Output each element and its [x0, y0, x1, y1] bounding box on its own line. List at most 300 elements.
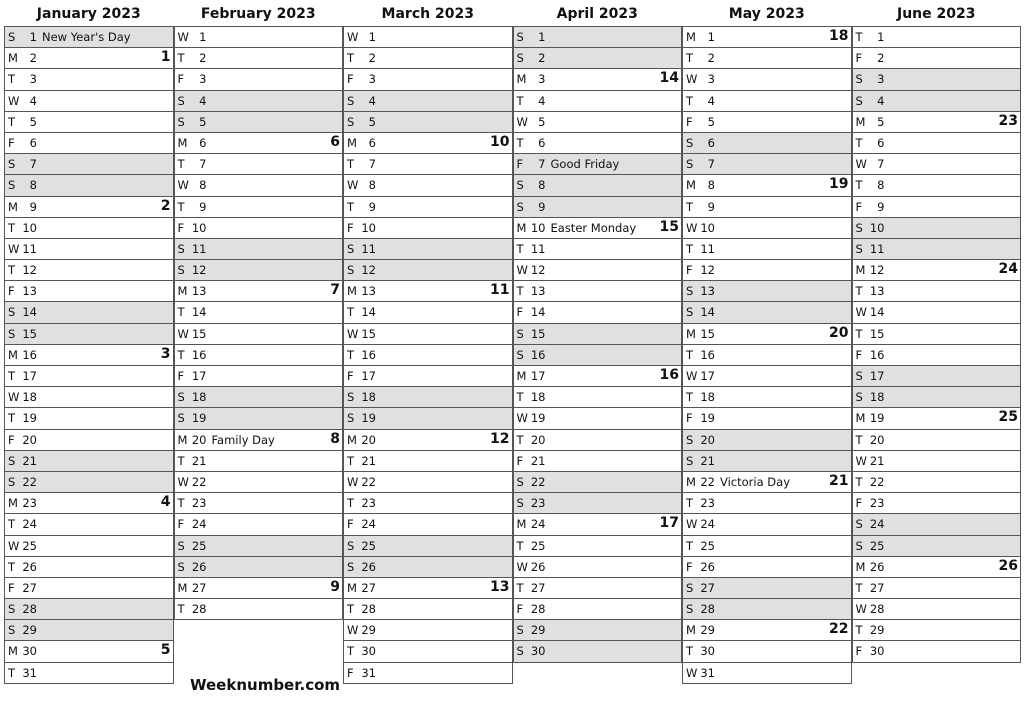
weekend-shading: [209, 557, 343, 577]
day-number: 5: [538, 114, 546, 129]
day-row: [344, 641, 512, 662]
weekend-shading: [717, 154, 851, 174]
day-row: [853, 48, 1021, 69]
weekday-letter: T: [516, 93, 524, 108]
weekday-letter: T: [8, 263, 16, 278]
weekend-shading: [887, 239, 1021, 259]
day-number: 11: [530, 241, 546, 256]
weekend-shading: [378, 112, 512, 132]
day-row: [853, 641, 1021, 662]
day-number: 1: [29, 30, 37, 44]
day-number: 24: [530, 517, 546, 532]
day-row: [514, 620, 682, 641]
day-row: [344, 91, 512, 112]
week-number: 5: [160, 642, 171, 659]
weekday-letter: T: [855, 284, 863, 299]
day-number: 23: [22, 496, 37, 511]
day-number: 11: [361, 241, 376, 256]
day-row: [344, 175, 512, 196]
weekday-letter: W: [686, 517, 698, 532]
day-number: 23: [700, 496, 715, 511]
day-row: [5, 260, 173, 281]
day-number: 22: [700, 474, 715, 489]
week-number: 15: [659, 218, 679, 235]
weekday-letter: W: [8, 390, 20, 405]
day-number: 4: [538, 93, 546, 108]
day-row: [175, 260, 343, 281]
day-number: 13: [700, 284, 715, 299]
day-row: [683, 112, 851, 133]
day-number: 1: [538, 30, 546, 44]
weekday-letter: S: [516, 644, 524, 659]
weekday-letter: T: [347, 199, 355, 214]
day-number: 24: [869, 517, 885, 532]
day-number: 7: [199, 157, 207, 172]
day-number: 6: [877, 135, 885, 150]
weekday-letter: T: [177, 347, 185, 362]
day-row: [344, 218, 512, 239]
weekday-letter: F: [177, 369, 185, 383]
day-number: 10: [869, 220, 885, 235]
day-number: 2: [199, 51, 207, 66]
weekday-letter: T: [855, 178, 863, 193]
day-number: 12: [869, 263, 885, 278]
week-number: 10: [490, 133, 510, 150]
day-row: [853, 27, 1021, 48]
weekday-letter: T: [347, 51, 355, 66]
week-number: 13: [490, 578, 510, 595]
day-number: 6: [707, 135, 715, 150]
weekday-letter: W: [177, 30, 189, 44]
day-number: 4: [707, 93, 715, 108]
day-row: [344, 27, 512, 48]
weekday-letter: T: [855, 474, 863, 489]
month-column: [174, 0, 344, 620]
weekday-letter: T: [686, 644, 694, 659]
weekday-letter: W: [516, 559, 528, 574]
day-row: [683, 663, 851, 684]
day-row: [344, 387, 512, 408]
day-row: [344, 557, 512, 578]
day-number: 13: [22, 284, 37, 299]
week-number: 4: [160, 494, 171, 511]
weekday-letter: S: [855, 390, 863, 405]
day-row: [344, 620, 512, 641]
day-row: [514, 408, 682, 429]
day-number: 8: [368, 178, 376, 193]
day-number: 7: [368, 157, 376, 172]
day-row: [344, 578, 512, 599]
day-number: 20: [361, 432, 376, 447]
day-row: [514, 366, 682, 387]
day-number: 2: [368, 51, 376, 66]
weekend-shading: [548, 48, 682, 68]
weekend-shading: [39, 302, 173, 322]
week-number: 19: [829, 176, 849, 193]
day-row: [175, 218, 343, 239]
weekday-letter: F: [8, 284, 15, 299]
day-row: [683, 620, 851, 641]
day-number: 11: [700, 241, 715, 256]
day-list: [4, 26, 174, 684]
day-number: 30: [530, 644, 546, 659]
day-row: [514, 324, 682, 345]
day-row: [344, 599, 512, 620]
day-row: [683, 536, 851, 557]
weekday-letter: T: [855, 623, 863, 638]
day-row: [175, 578, 343, 599]
day-number: 27: [361, 580, 376, 595]
day-row: [5, 91, 173, 112]
weekday-letter: F: [686, 411, 693, 426]
day-row: [853, 578, 1021, 599]
weekday-letter: M: [686, 178, 696, 193]
day-row: [175, 493, 343, 514]
day-row: [683, 557, 851, 578]
month-title: June 2023: [897, 6, 976, 22]
day-list: [513, 26, 683, 663]
weekday-letter: S: [8, 602, 16, 617]
weekend-shading: [717, 451, 851, 471]
day-row: [175, 239, 343, 260]
weekday-letter: S: [516, 178, 524, 193]
weekday-letter: M: [516, 369, 527, 383]
weekday-letter: S: [516, 496, 524, 511]
weekend-shading: [209, 387, 343, 407]
week-number: 23: [998, 112, 1018, 129]
weekday-letter: W: [177, 178, 189, 193]
day-number: 17: [869, 369, 885, 383]
day-number: 3: [538, 72, 546, 87]
holiday-label: Family Day: [211, 432, 275, 447]
weekday-letter: T: [347, 347, 355, 362]
day-number: 15: [530, 326, 546, 341]
day-number: 9: [538, 199, 546, 214]
weekday-letter: S: [177, 411, 185, 426]
day-row: [175, 197, 343, 218]
footer-brand: Weeknumber.com: [190, 676, 341, 694]
day-number: 21: [361, 453, 376, 468]
week-number: 20: [829, 324, 849, 341]
weekday-letter: S: [347, 538, 355, 553]
day-row: [175, 91, 343, 112]
day-row: [344, 430, 512, 451]
weekend-shading: [378, 260, 512, 280]
day-number: 5: [877, 114, 885, 129]
weekday-letter: W: [855, 157, 867, 172]
weekday-letter: M: [686, 326, 696, 341]
day-number: 2: [707, 51, 715, 66]
day-row: [853, 302, 1021, 323]
weekday-letter: M: [516, 72, 527, 87]
day-number: 23: [530, 496, 546, 511]
day-number: 22: [191, 474, 207, 489]
day-number: 5: [29, 114, 37, 129]
weekday-letter: T: [855, 135, 863, 150]
day-number: 28: [22, 602, 37, 617]
day-number: 11: [869, 241, 885, 256]
day-number: 30: [869, 644, 885, 659]
weekend-shading: [548, 472, 682, 492]
day-number: 12: [361, 263, 376, 278]
weekday-letter: M: [855, 559, 866, 574]
weekday-letter: S: [855, 93, 863, 108]
day-row: [514, 557, 682, 578]
day-row: [5, 472, 173, 493]
day-number: 18: [22, 390, 37, 405]
weekday-letter: W: [516, 114, 528, 129]
day-number: 24: [22, 517, 37, 532]
weekday-letter: W: [686, 72, 698, 87]
day-number: 13: [869, 284, 885, 299]
weekday-letter: T: [347, 644, 355, 659]
weekday-letter: S: [855, 72, 863, 87]
weekday-letter: T: [8, 411, 16, 426]
day-row: [853, 133, 1021, 154]
weekday-letter: F: [516, 305, 524, 320]
day-row: [683, 641, 851, 662]
day-number: 4: [29, 93, 37, 108]
day-row: [683, 493, 851, 514]
day-number: 27: [700, 580, 715, 595]
weekday-letter: M: [8, 347, 18, 362]
day-row: [5, 578, 173, 599]
weekday-letter: M: [8, 496, 18, 511]
day-number: 7: [538, 157, 546, 172]
weekday-letter: M: [177, 284, 188, 299]
day-row: [853, 345, 1021, 366]
weekday-letter: S: [516, 326, 524, 341]
day-number: 28: [191, 602, 207, 617]
day-list: [852, 26, 1022, 663]
day-row: [514, 514, 682, 535]
weekday-letter: T: [8, 72, 16, 87]
weekend-shading: [209, 536, 343, 556]
weekday-letter: F: [686, 114, 693, 129]
day-number: 12: [530, 263, 546, 278]
day-number: 15: [191, 326, 207, 341]
week-number: 1: [160, 49, 171, 66]
weekday-letter: T: [686, 538, 694, 553]
day-number: 22: [869, 474, 885, 489]
day-row: [5, 599, 173, 620]
day-row: [175, 366, 343, 387]
weekend-shading: [209, 260, 343, 280]
day-row: [683, 239, 851, 260]
weekend-shading: [887, 514, 1021, 534]
day-row: [344, 345, 512, 366]
weekend-shading: [548, 620, 682, 640]
weekday-letter: T: [177, 453, 185, 468]
day-row: [683, 599, 851, 620]
weekday-letter: T: [347, 496, 355, 511]
day-number: 8: [877, 178, 885, 193]
weekday-letter: T: [516, 284, 524, 299]
day-row: [853, 514, 1021, 535]
day-number: 19: [869, 411, 885, 426]
weekday-letter: W: [177, 474, 189, 489]
weekday-letter: T: [516, 580, 524, 595]
day-number: 29: [530, 623, 546, 638]
weekday-letter: T: [686, 241, 694, 256]
week-number: 6: [330, 133, 340, 150]
weekday-letter: S: [516, 347, 524, 362]
day-number: 25: [869, 538, 885, 553]
day-row: [175, 557, 343, 578]
day-row: [344, 514, 512, 535]
weekday-letter: M: [347, 135, 357, 150]
weekday-letter: T: [516, 241, 524, 256]
day-number: 27: [530, 580, 546, 595]
day-number: 21: [22, 453, 37, 468]
day-row: [853, 620, 1021, 641]
day-row: [514, 281, 682, 302]
day-row: [175, 281, 343, 302]
weekend-shading: [378, 387, 512, 407]
day-row: [175, 69, 343, 90]
day-number: 8: [707, 178, 715, 193]
weekday-letter: S: [8, 453, 16, 468]
day-number: 14: [700, 305, 715, 320]
weekday-letter: S: [855, 517, 863, 532]
day-row: [853, 493, 1021, 514]
day-row: [175, 345, 343, 366]
day-row: [175, 175, 343, 196]
day-row: [853, 91, 1021, 112]
day-row: [344, 366, 512, 387]
day-number: 16: [191, 347, 207, 362]
day-number: 15: [869, 326, 885, 341]
day-number: 14: [191, 305, 207, 320]
day-row: [5, 663, 173, 684]
day-row: [5, 514, 173, 535]
day-number: 26: [361, 559, 376, 574]
day-number: 27: [22, 580, 37, 595]
month-title: February 2023: [200, 6, 316, 22]
day-row: [175, 324, 343, 345]
day-number: 18: [869, 390, 885, 405]
day-row: [514, 27, 682, 48]
day-row: [514, 599, 682, 620]
day-row: [514, 239, 682, 260]
weekend-shading: [548, 175, 682, 195]
weekday-letter: S: [686, 135, 694, 150]
day-row: [344, 197, 512, 218]
day-row: [514, 175, 682, 196]
month-column: [852, 0, 1022, 663]
day-number: 20: [530, 432, 546, 447]
weekday-letter: M: [855, 263, 866, 278]
weekday-letter: T: [855, 432, 863, 447]
day-row: [344, 663, 512, 684]
day-number: 23: [191, 496, 207, 511]
week-number: 16: [659, 367, 679, 383]
weekend-shading: [378, 536, 512, 556]
weekday-letter: S: [347, 263, 355, 278]
day-number: 9: [29, 199, 37, 214]
day-row: [853, 557, 1021, 578]
day-row: [514, 260, 682, 281]
day-number: 5: [199, 114, 207, 129]
month-column: [343, 0, 513, 684]
weekday-letter: T: [347, 602, 355, 617]
day-number: 5: [707, 114, 715, 129]
weekday-letter: S: [8, 326, 16, 341]
weekday-letter: W: [347, 30, 359, 44]
weekday-letter: T: [855, 326, 863, 341]
day-number: 17: [191, 369, 207, 383]
day-row: [853, 112, 1021, 133]
weekday-letter: W: [855, 305, 867, 320]
weekday-letter: F: [516, 453, 524, 468]
weekend-shading: [378, 557, 512, 577]
weekday-letter: S: [347, 114, 355, 129]
weekday-letter: M: [686, 623, 696, 638]
weekday-letter: S: [686, 284, 694, 299]
day-row: [344, 112, 512, 133]
day-number: 9: [368, 199, 376, 214]
week-number: 12: [490, 430, 510, 447]
weekday-letter: M: [855, 411, 866, 426]
day-row: [344, 408, 512, 429]
day-row: [5, 641, 173, 662]
day-number: 7: [877, 157, 885, 172]
day-number: 20: [191, 432, 207, 447]
day-number: 21: [869, 453, 885, 468]
weekday-letter: T: [177, 157, 185, 172]
weekend-shading: [887, 91, 1021, 111]
day-number: 3: [199, 72, 207, 87]
day-number: 29: [22, 623, 37, 638]
weekday-letter: T: [686, 51, 694, 66]
day-number: 18: [191, 390, 207, 405]
day-number: 2: [538, 51, 546, 66]
week-number: 8: [330, 430, 340, 447]
day-row: [683, 260, 851, 281]
weekday-letter: S: [8, 178, 16, 193]
day-row: [683, 408, 851, 429]
weekday-letter: F: [8, 135, 15, 150]
weekday-letter: W: [8, 538, 20, 553]
day-number: 21: [530, 453, 546, 468]
day-number: 26: [530, 559, 546, 574]
weekday-letter: S: [347, 411, 355, 426]
day-row: [175, 599, 343, 620]
weekday-letter: W: [177, 326, 189, 341]
week-number: 2: [160, 197, 171, 214]
weekend-shading: [887, 218, 1021, 238]
weekday-letter: M: [177, 580, 188, 595]
day-number: 29: [361, 623, 376, 638]
day-number: 10: [191, 220, 207, 235]
week-number: 7: [330, 282, 340, 299]
day-row: [344, 472, 512, 493]
weekday-letter: W: [8, 241, 20, 256]
weekend-shading: [548, 641, 682, 661]
day-row: [175, 536, 343, 557]
weekday-letter: T: [516, 538, 524, 553]
day-row: [514, 112, 682, 133]
day-row: [344, 133, 512, 154]
day-row: [853, 175, 1021, 196]
day-number: 10: [700, 220, 715, 235]
weekday-letter: S: [516, 199, 524, 214]
weekend-shading: [378, 408, 512, 428]
day-row: [853, 260, 1021, 281]
day-list: [682, 26, 852, 684]
day-number: 17: [361, 369, 376, 383]
day-number: 8: [29, 178, 37, 193]
